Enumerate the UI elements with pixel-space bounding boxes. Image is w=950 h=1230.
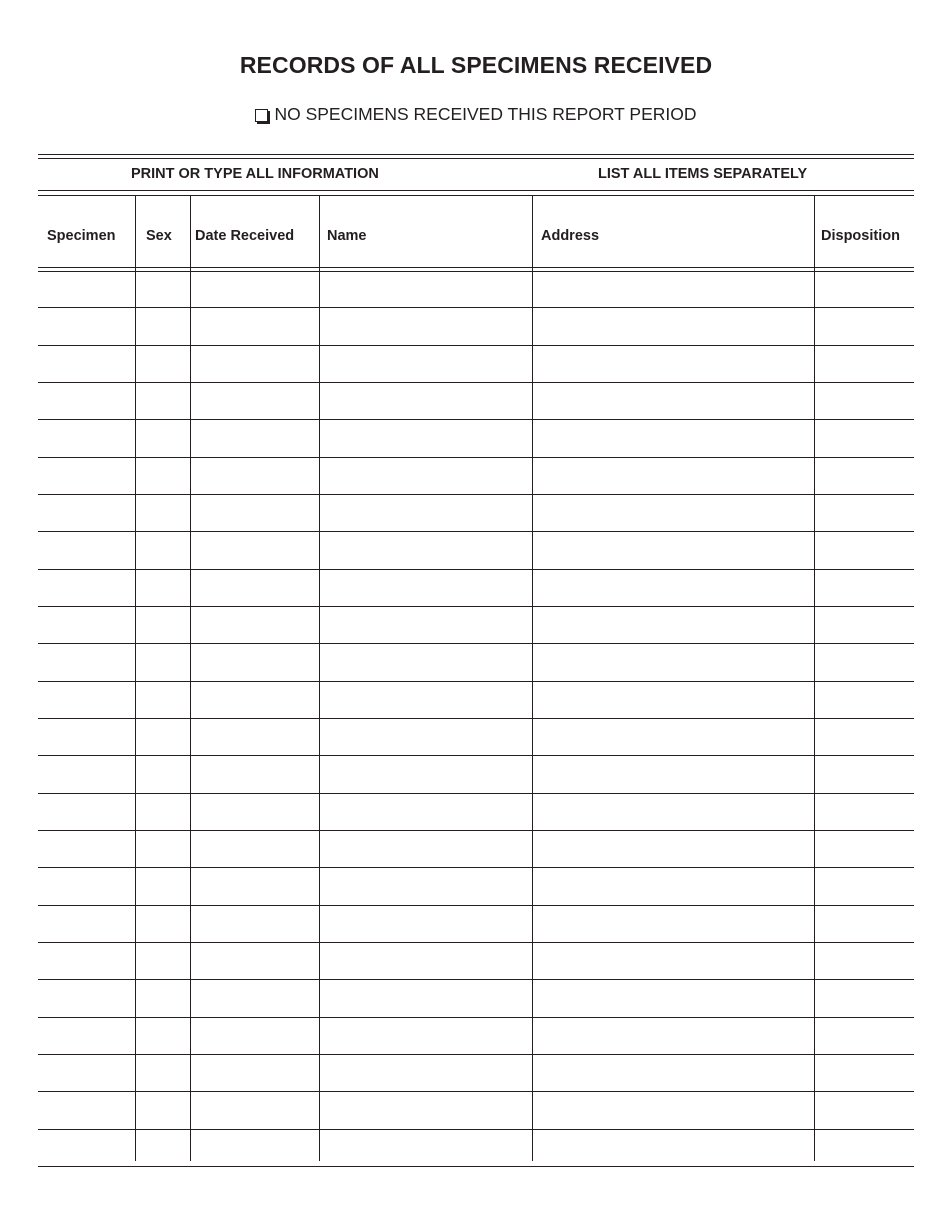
table-row[interactable] bbox=[38, 1130, 914, 1167]
table-row[interactable] bbox=[38, 607, 914, 644]
no-specimens-checkbox[interactable] bbox=[255, 109, 268, 122]
table-row[interactable] bbox=[38, 271, 914, 308]
table-row[interactable] bbox=[38, 1092, 914, 1129]
table-row[interactable] bbox=[38, 346, 914, 383]
table-row[interactable] bbox=[38, 943, 914, 980]
header-bottom-rule-1 bbox=[38, 267, 914, 268]
table-row[interactable] bbox=[38, 570, 914, 607]
instruction-print-type: PRINT OR TYPE ALL INFORMATION bbox=[131, 166, 379, 182]
table-row[interactable] bbox=[38, 458, 914, 495]
band-bottom-rule-2 bbox=[38, 195, 914, 196]
table-row[interactable] bbox=[38, 868, 914, 905]
band-top-rule-1 bbox=[38, 154, 914, 155]
table-row[interactable] bbox=[38, 719, 914, 756]
table-row[interactable] bbox=[38, 308, 914, 345]
table-row[interactable] bbox=[38, 383, 914, 420]
column-header-specimen: Specimen bbox=[47, 228, 116, 244]
column-header-name: Name bbox=[327, 228, 367, 244]
column-header-sex: Sex bbox=[146, 228, 172, 244]
table-row[interactable] bbox=[38, 420, 914, 457]
table-row[interactable] bbox=[38, 980, 914, 1017]
table-row[interactable] bbox=[38, 1018, 914, 1055]
table-row[interactable] bbox=[38, 644, 914, 681]
table-row[interactable] bbox=[38, 794, 914, 831]
column-header-disposition: Disposition bbox=[821, 228, 900, 244]
band-top-rule-2 bbox=[38, 158, 914, 159]
table-row[interactable] bbox=[38, 682, 914, 719]
table-row[interactable] bbox=[38, 906, 914, 943]
instruction-list-separately: LIST ALL ITEMS SEPARATELY bbox=[598, 166, 808, 182]
no-specimens-label: NO SPECIMENS RECEIVED THIS REPORT PERIOD bbox=[274, 104, 697, 124]
column-header-address: Address bbox=[541, 228, 600, 244]
table-row[interactable] bbox=[38, 495, 914, 532]
no-specimens-option[interactable] bbox=[0, 104, 950, 125]
form-title: RECORDS OF ALL SPECIMENS RECEIVED bbox=[239, 52, 713, 78]
table-row[interactable] bbox=[38, 1055, 914, 1092]
table-row[interactable] bbox=[38, 532, 914, 569]
table-row[interactable] bbox=[38, 831, 914, 868]
column-header-date-received: Date Received bbox=[195, 228, 295, 244]
table-row[interactable] bbox=[38, 756, 914, 793]
band-bottom-rule-1 bbox=[38, 190, 914, 191]
specimen-entry-rows bbox=[38, 271, 914, 1167]
